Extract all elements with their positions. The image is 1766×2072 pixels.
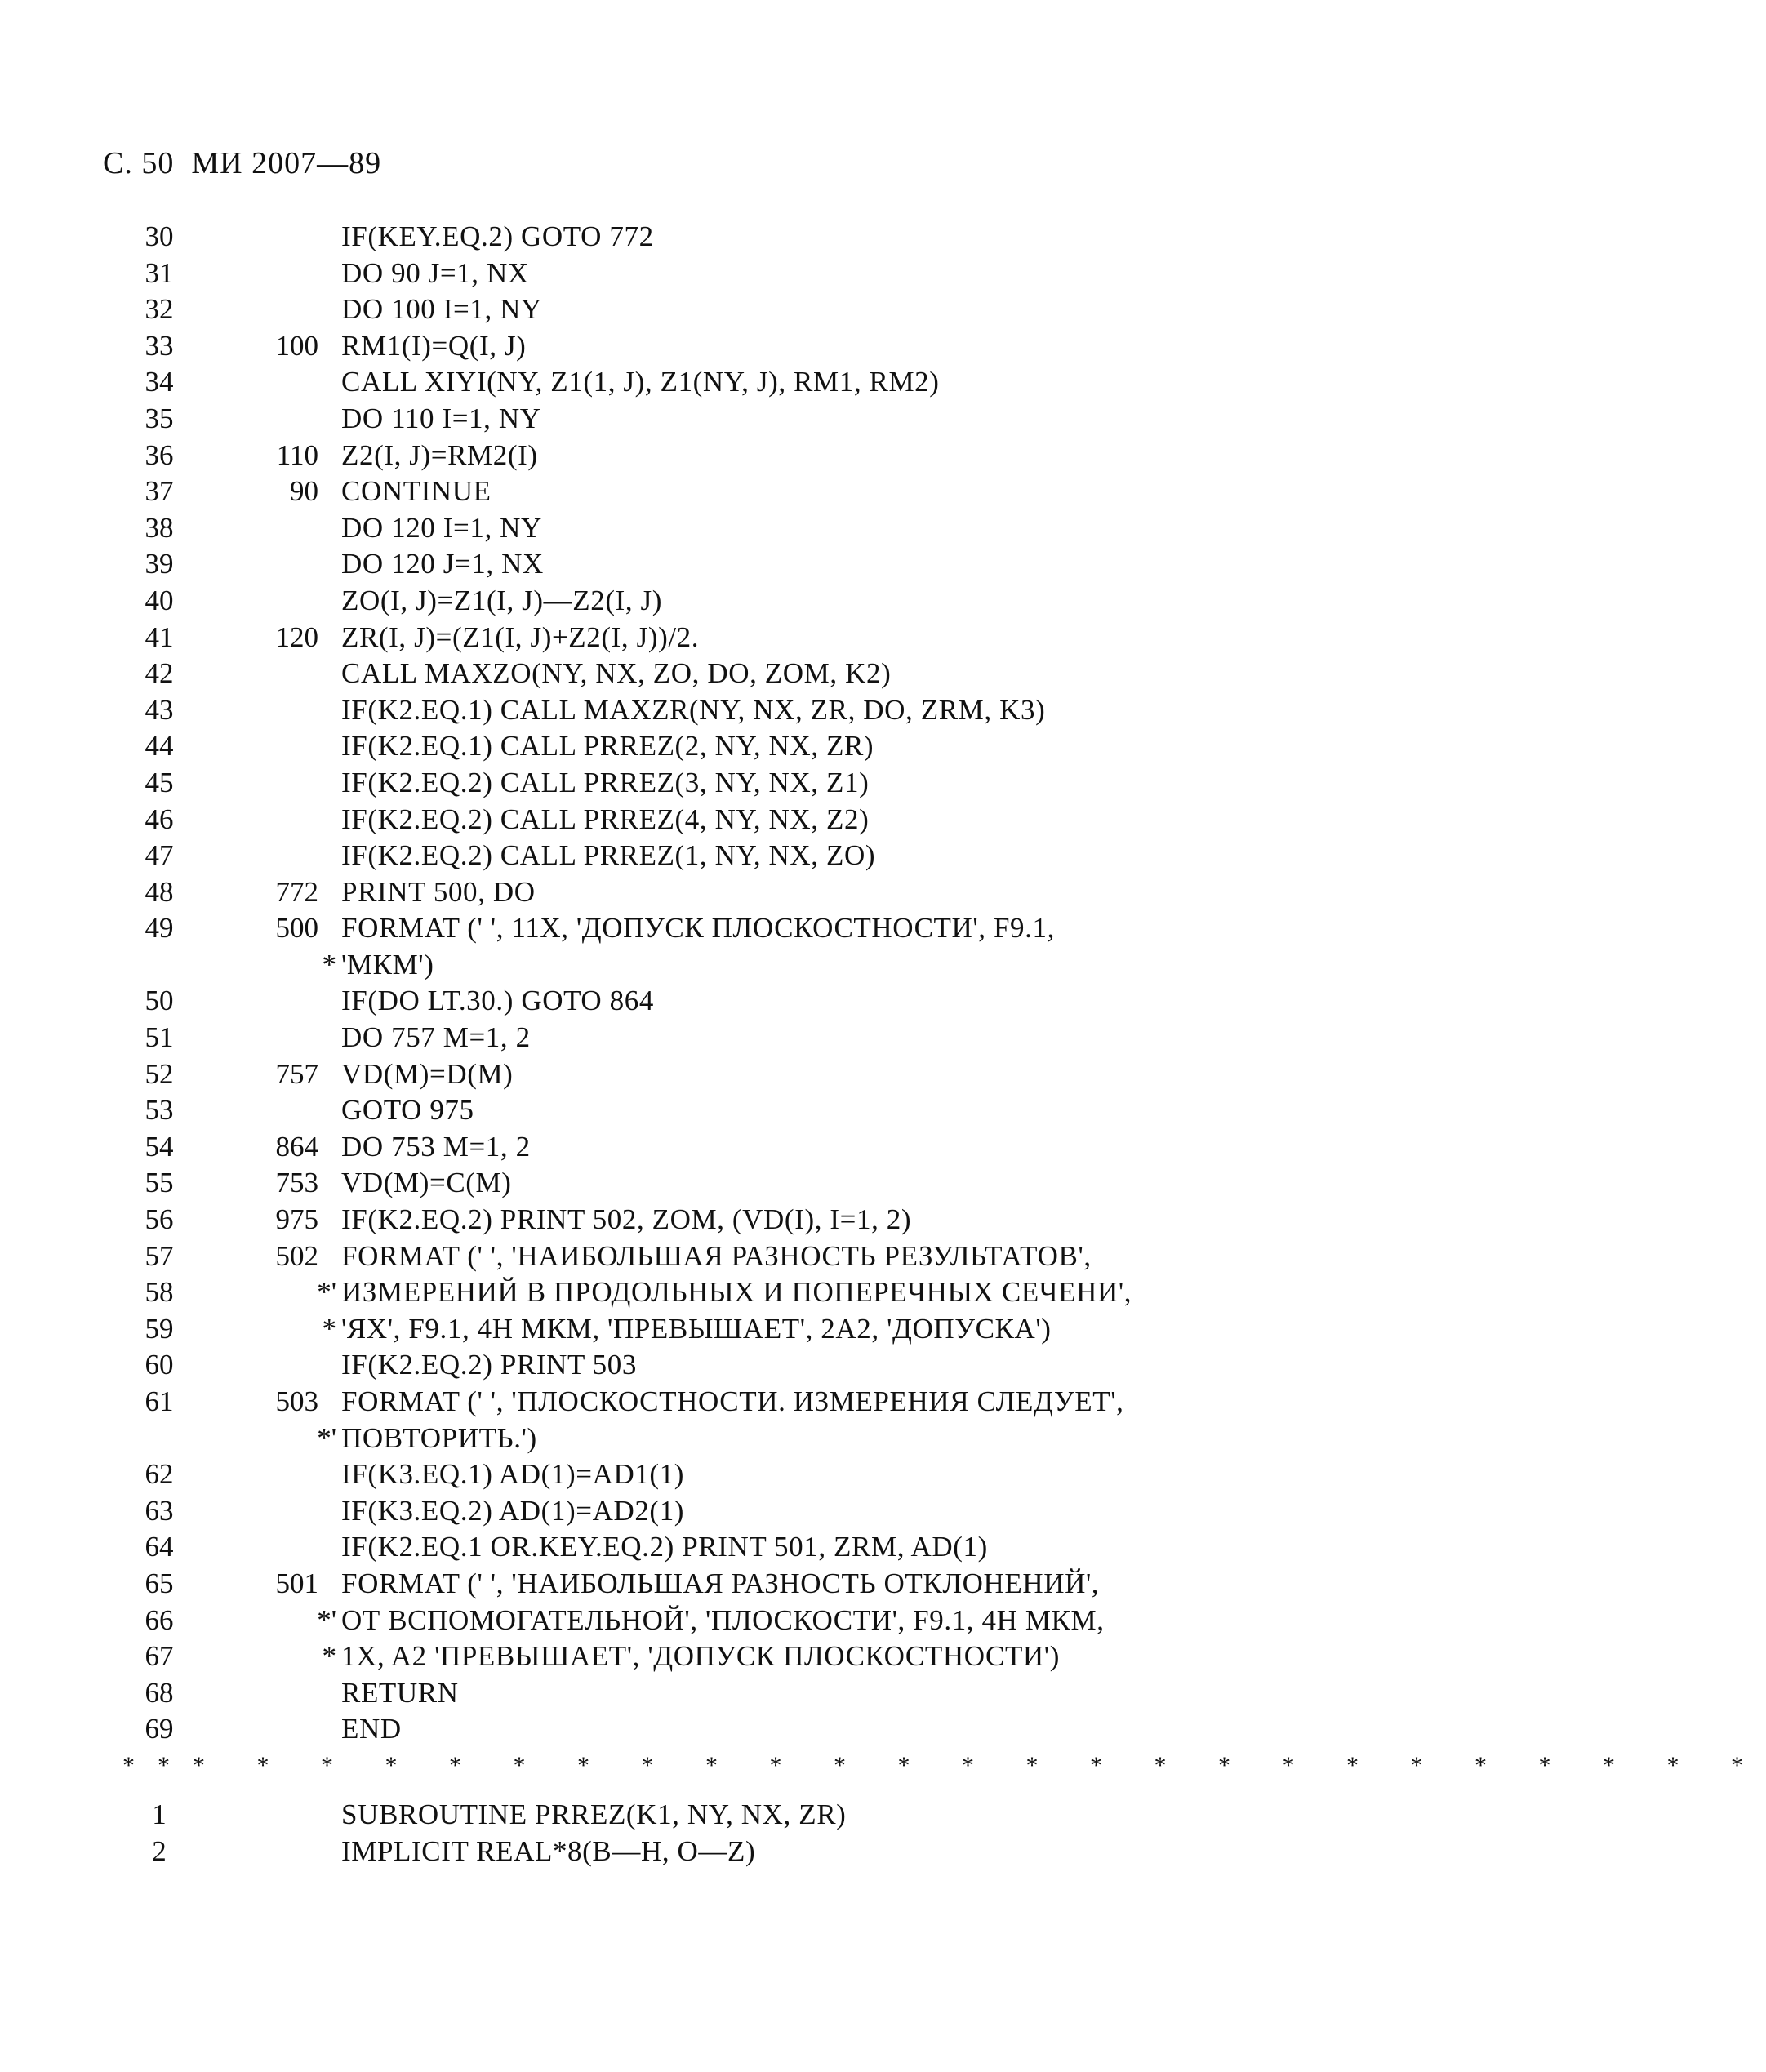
code-text: DO 100 I=1, NY (341, 293, 542, 326)
statement-label: 864 (275, 1130, 318, 1163)
code-text: ZR(I, J)=(Z1(I, J)+Z2(I, J))/2. (341, 620, 700, 653)
line-number: 59 (145, 1312, 174, 1345)
code-text: DO 110 I=1, NY (341, 402, 541, 434)
code-line (0, 474, 1398, 510)
code-line (0, 620, 1398, 656)
line-number: 67 (145, 1640, 174, 1673)
code-line (0, 1529, 1398, 1566)
code-text: END (341, 1713, 402, 1745)
code-line (0, 1456, 1398, 1493)
code-line (0, 1347, 1398, 1384)
line-number: 50 (145, 985, 174, 1017)
line-number: 40 (145, 584, 174, 616)
code-text: 1X, A2 'ПРЕВЫШАЕТ', 'ДОПУСК ПЛОСКОСТНОСТИ') (341, 1640, 1060, 1673)
code-text: RM1(I)=Q(I, J) (341, 329, 527, 362)
code-line (0, 583, 1398, 620)
code-line (0, 1238, 1398, 1275)
line-number: 30 (145, 220, 174, 252)
code-text: IF(K2.EQ.1) CALL MAXZR(NY, NX, ZR, DO, ZRM, K3) (341, 693, 1046, 726)
statement-label: 500 (275, 912, 318, 945)
code-line (0, 1274, 1398, 1311)
code-line (0, 401, 1398, 438)
code-line (0, 364, 1398, 401)
statement-label: 757 (275, 1057, 318, 1090)
code-text: RETURN (341, 1676, 459, 1709)
line-number: 42 (145, 657, 174, 690)
code-listing (0, 219, 1766, 1870)
code-line (0, 1711, 1398, 1748)
code-line (0, 1797, 1398, 1834)
code-line (0, 874, 1398, 911)
line-number: 44 (145, 730, 174, 763)
code-line (0, 1638, 1398, 1675)
line-number: 47 (145, 839, 174, 872)
line-number: 2 (152, 1834, 167, 1867)
line-number: 35 (145, 402, 174, 434)
code-line (0, 947, 1398, 984)
code-text: GOTO 975 (341, 1094, 474, 1127)
code-text: ПОВТОРИТЬ.') (341, 1421, 537, 1454)
separator-row (0, 1748, 1766, 1797)
line-number: 57 (145, 1239, 174, 1272)
line-number: 62 (145, 1458, 174, 1491)
statement-label: 90 (290, 475, 318, 508)
code-line (0, 438, 1398, 474)
line-number: 61 (145, 1385, 174, 1417)
continuation-mark: * (322, 948, 336, 980)
line-number: 41 (145, 620, 174, 653)
continuation-mark: *' (317, 1421, 336, 1454)
code-line (0, 1311, 1398, 1348)
code-text: CALL MAXZO(NY, NX, ZO, DO, ZOM, K2) (341, 657, 892, 690)
code-text: IF(K2.EQ.2) CALL PRREZ(4, NY, NX, Z2) (341, 803, 870, 835)
line-number: 33 (145, 329, 174, 362)
code-text: DO 90 J=1, NX (341, 256, 529, 289)
code-text: DO 757 M=1, 2 (341, 1021, 531, 1054)
code-line (0, 983, 1398, 1020)
line-number: 53 (145, 1094, 174, 1127)
statement-label: 502 (275, 1239, 318, 1272)
code-line (0, 838, 1398, 874)
code-line (0, 1092, 1398, 1129)
line-number: 54 (145, 1130, 174, 1163)
line-number: 69 (145, 1713, 174, 1745)
continuation-mark: *' (317, 1276, 336, 1309)
code-text: VD(M)=C(M) (341, 1167, 512, 1199)
code-line (0, 728, 1398, 765)
code-line (0, 1056, 1398, 1093)
code-text: IF(KEY.EQ.2) GOTO 772 (341, 220, 654, 252)
code-text: CALL XIYI(NY, Z1(1, J), Z1(NY, J), RM1, RM2) (341, 366, 940, 398)
code-text: IF(K3.EQ.2) AD(1)=AD2(1) (341, 1494, 685, 1527)
code-line (0, 765, 1398, 802)
code-line (0, 219, 1398, 256)
line-number: 51 (145, 1021, 174, 1054)
line-number: 55 (145, 1167, 174, 1199)
code-text: IF(K2.EQ.1 OR.KEY.EQ.2) PRINT 501, ZRM, AD(1) (341, 1531, 988, 1563)
line-number: 31 (145, 256, 174, 289)
line-number: 56 (145, 1203, 174, 1236)
code-line (0, 510, 1398, 547)
code-text: IMPLICIT REAL*8(B—H, O—Z) (341, 1834, 756, 1867)
code-text: ОТ ВСПОМОГАТЕЛЬНОЙ', 'ПЛОСКОСТИ', F9.1, 4H МКМ, (341, 1603, 1105, 1636)
page-number: С. 50 (103, 146, 175, 180)
line-number: 63 (145, 1494, 174, 1527)
code-text: 'МКМ') (341, 948, 434, 980)
code-text: PRINT 500, DO (341, 875, 536, 908)
line-number: 43 (145, 693, 174, 726)
line-number: 48 (145, 875, 174, 908)
line-number: 52 (145, 1057, 174, 1090)
code-line (0, 1165, 1398, 1202)
line-number: 1 (152, 1798, 167, 1830)
code-line (0, 256, 1398, 292)
code-line (0, 1834, 1398, 1870)
code-line (0, 546, 1398, 583)
code-line (0, 1566, 1398, 1603)
statement-label: 120 (275, 620, 318, 653)
code-line (0, 1421, 1398, 1457)
code-line (0, 1202, 1398, 1238)
code-text: FORMAT (' ', 'ПЛОСКОСТНОСТИ. ИЗМЕРЕНИЯ СЛЕДУЕТ', (341, 1385, 1124, 1417)
line-number: 58 (145, 1276, 174, 1309)
code-line (0, 328, 1398, 365)
line-number: 39 (145, 548, 174, 580)
code-text: IF(DO LT.30.) GOTO 864 (341, 985, 654, 1017)
code-text: ИЗМЕРЕНИЙ В ПРОДОЛЬНЫХ И ПОПЕРЕЧНЫХ СЕЧЕНИ', (341, 1276, 1132, 1309)
code-text: DO 120 J=1, NX (341, 548, 544, 580)
code-text: DO 753 M=1, 2 (341, 1130, 531, 1163)
line-number: 60 (145, 1349, 174, 1381)
page-header (103, 145, 381, 181)
code-text: Z2(I, J)=RM2(I) (341, 438, 538, 471)
code-text: IF(K2.EQ.1) CALL PRREZ(2, NY, NX, ZR) (341, 730, 874, 763)
line-number: 32 (145, 293, 174, 326)
code-text: IF(K2.EQ.2) CALL PRREZ(3, NY, NX, Z1) (341, 766, 870, 798)
statement-label: 110 (276, 438, 318, 471)
code-line (0, 1675, 1398, 1712)
statement-label: 100 (275, 329, 318, 362)
code-text: IF(K2.EQ.2) CALL PRREZ(1, NY, NX, ZO) (341, 839, 876, 872)
code-text: DO 120 I=1, NY (341, 511, 542, 544)
statement-label: 503 (275, 1385, 318, 1417)
code-text: FORMAT (' ', 'НАИБОЛЬШАЯ РАЗНОСТЬ РЕЗУЛЬТАТОВ', (341, 1239, 1092, 1272)
statement-label: 501 (275, 1567, 318, 1599)
continuation-mark: *' (317, 1603, 336, 1636)
code-line (0, 656, 1398, 692)
code-line (0, 1020, 1398, 1056)
line-number: 37 (145, 475, 174, 508)
code-text: IF(K3.EQ.1) AD(1)=AD1(1) (341, 1458, 685, 1491)
line-number: 46 (145, 803, 174, 835)
code-text: SUBROUTINE PRREZ(K1, NY, NX, ZR) (341, 1798, 847, 1830)
code-line (0, 1129, 1398, 1166)
code-text: IF(K2.EQ.2) PRINT 503 (341, 1349, 637, 1381)
line-number: 38 (145, 511, 174, 544)
code-line (0, 291, 1398, 328)
line-number: 65 (145, 1567, 174, 1599)
statement-label: 753 (275, 1167, 318, 1199)
code-text: 'ЯХ', F9.1, 4H МКМ, 'ПРЕВЫШАЕТ', 2A2, 'ДОПУСКА') (341, 1312, 1052, 1345)
code-text: FORMAT (' ', 'НАИБОЛЬШАЯ РАЗНОСТЬ ОТКЛОНЕНИЙ', (341, 1567, 1100, 1599)
code-text: FORMAT (' ', 11X, 'ДОПУСК ПЛОСКОСТНОСТИ', F9.1, (341, 912, 1055, 945)
statement-label: 975 (275, 1203, 318, 1236)
code-line (0, 692, 1398, 729)
line-number: 34 (145, 366, 174, 398)
line-number: 36 (145, 438, 174, 471)
line-number: 64 (145, 1531, 174, 1563)
continuation-mark: * (322, 1640, 336, 1673)
code-text: CONTINUE (341, 475, 492, 508)
code-text: VD(M)=D(M) (341, 1057, 514, 1090)
asterisk-separator: *** * * * * * * * * * * * * * * * * * * * * * * * * (122, 1751, 1766, 1779)
line-number: 66 (145, 1603, 174, 1636)
line-number: 68 (145, 1676, 174, 1709)
line-number: 49 (145, 912, 174, 945)
code-text: ZO(I, J)=Z1(I, J)—Z2(I, J) (341, 584, 663, 616)
statement-label: 772 (275, 875, 318, 908)
code-line (0, 1603, 1398, 1639)
code-text: IF(K2.EQ.2) PRINT 502, ZOM, (VD(I), I=1, 2) (341, 1203, 912, 1236)
code-line (0, 802, 1398, 838)
line-number: 45 (145, 766, 174, 798)
code-line (0, 1384, 1398, 1421)
continuation-mark: * (322, 1312, 336, 1345)
code-line (0, 1493, 1398, 1530)
code-line (0, 910, 1398, 947)
document-code: МИ 2007—89 (191, 146, 382, 180)
